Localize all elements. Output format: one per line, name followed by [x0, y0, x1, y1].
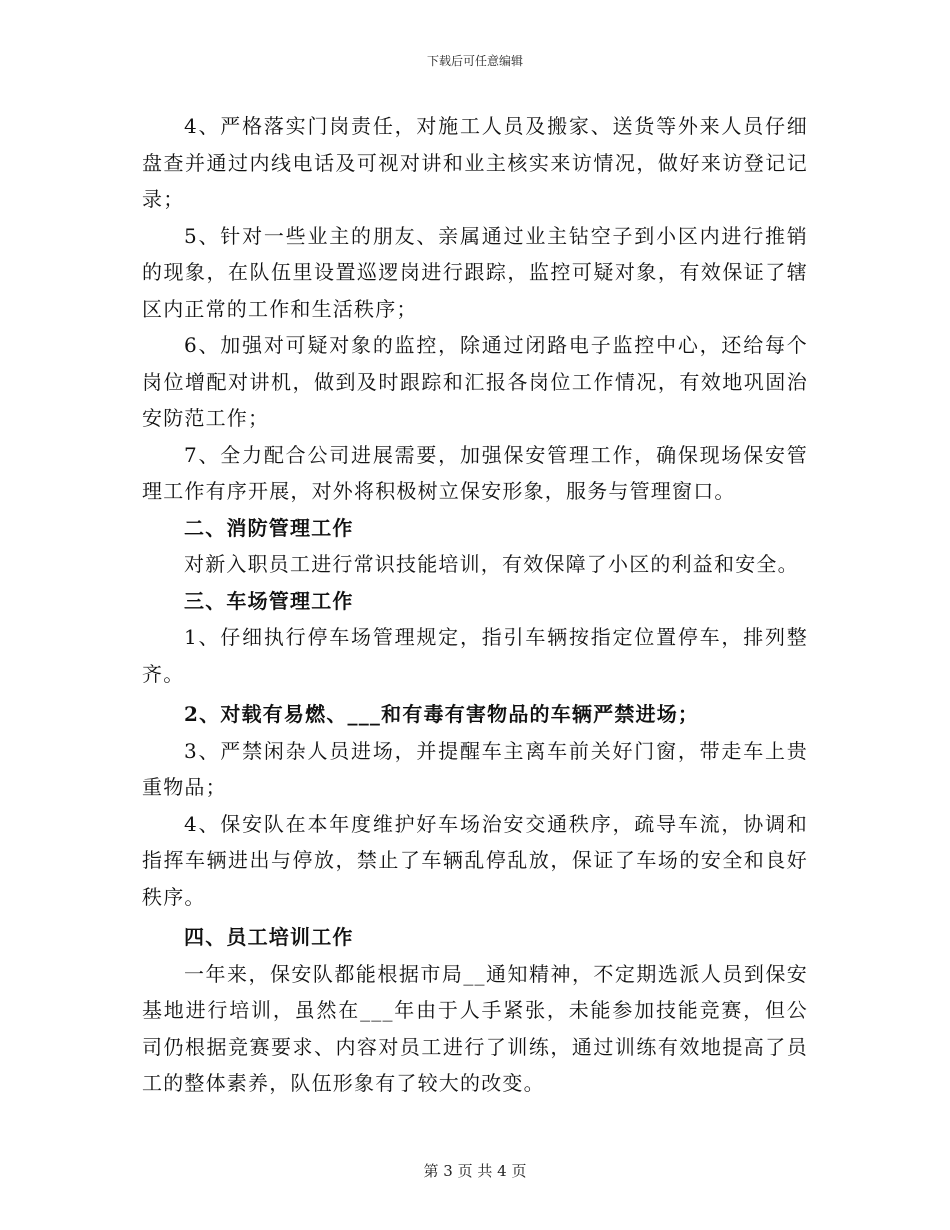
paragraph-cooperation: 7、全力配合公司进展需要，加强保安管理工作，确保现场保安管理工作有序开展，对外将积极树立保安形象，服务与管理窗口。	[142, 442, 808, 503]
paragraph-staff-training: 一年来，保安队都能根据市局__通知精神，不定期选派人员到保安基地进行培训，虽然在___年由于人手紧张，未能参加技能竞赛，但公司仍根据竞赛要求、内容对员工进行了训练，通过训练有效地提高了员工的整体素养，队伍形象有了较大的改变。	[142, 961, 808, 1095]
paragraph-hazard-vehicles: 2、对载有易燃、___和有毒有害物品的车辆严禁进场；	[184, 702, 700, 726]
section-heading-parking: 三、车场管理工作	[184, 588, 354, 613]
paragraph-parking-rules: 1、仔细执行停车场管理规定，指引车辆按指定位置停车，排列整齐。	[142, 625, 808, 686]
paragraph-traffic-order: 4、保安队在本年度维护好车场治安交通秩序，疏导车流，协调和指挥车辆进出与停放，禁止了车辆乱停乱放，保证了车场的安全和良好秩序。	[142, 811, 808, 909]
paragraph-gate-duty: 4、严格落实门岗责任，对施工人员及搬家、送货等外来人员仔细盘查并通过内线电话及可视对讲和业主核实来访情况，做好来访登记记录；	[142, 114, 808, 211]
section-heading-fire: 二、消防管理工作	[184, 515, 354, 540]
section-heading-training: 四、员工培训工作	[184, 925, 354, 949]
document-body	[142, 108, 808, 1102]
paragraph-fire-training: 对新入职员工进行常识技能培训，有效保障了小区的利益和安全。	[184, 552, 799, 576]
paragraph-monitoring: 6、加强对可疑对象的监控，除通过闭路电子监控中心，还给每个岗位增配对讲机，做到及时跟踪和汇报各岗位工作情况，有效地巩固治安防范工作；	[142, 333, 808, 430]
header-note: 下载后可任意编辑	[426, 54, 523, 68]
page-number: 第 3 页 共 4 页	[423, 1162, 527, 1180]
paragraph-idle-persons: 3、严禁闲杂人员进场，并提醒车主离车前关好门窗，带走车上贵重物品；	[142, 738, 808, 799]
paragraph-patrol-post: 5、针对一些业主的朋友、亲属通过业主钻空子到小区内进行推销的现象，在队伍里设置巡逻岗进行跟踪，监控可疑对象，有效保证了辖区内正常的工作和生活秩序；	[142, 223, 808, 321]
